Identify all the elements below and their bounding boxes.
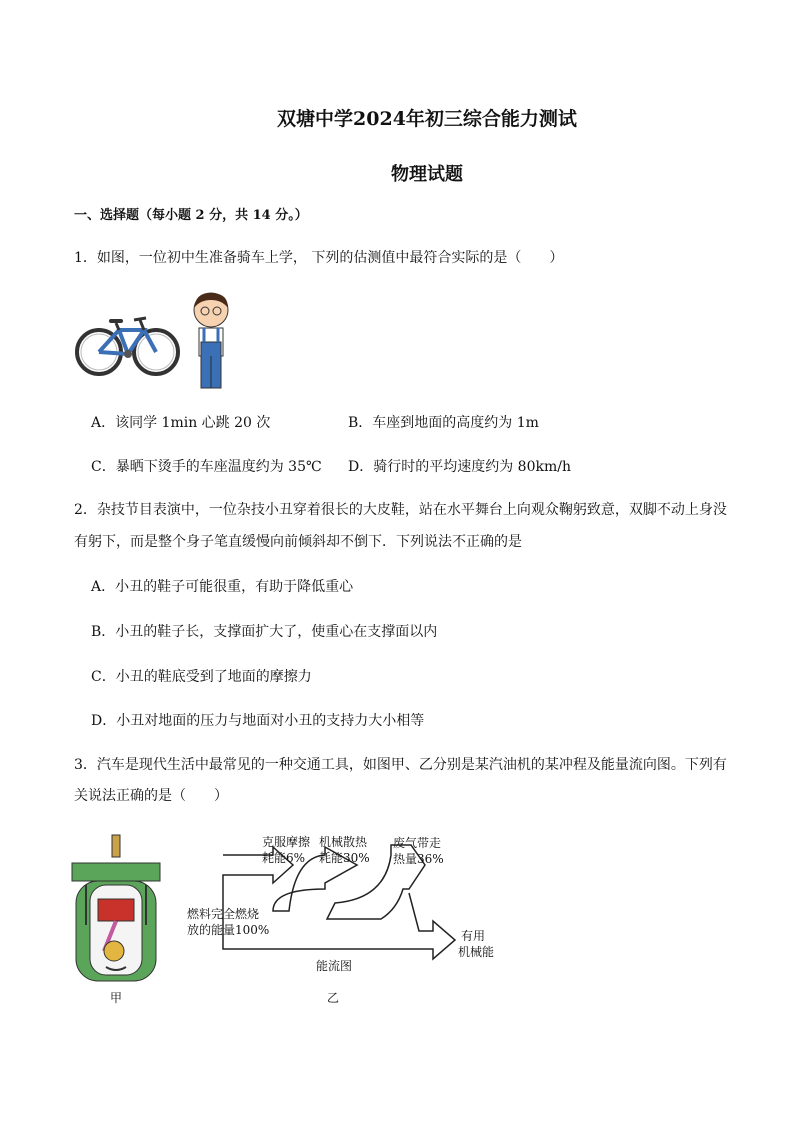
option-2b: B．小丑的鞋子长，支撑面扩大了，使重心在支撑面以内	[91, 624, 438, 640]
page-title: 双塘中学2024年初三综合能力测试	[277, 108, 577, 130]
loss-friction-line2: 耗能6%	[262, 851, 306, 865]
loss-exhaust-line2: 热量36%	[393, 852, 444, 866]
output-energy-line2: 机械能	[458, 945, 495, 959]
engine-image	[66, 833, 166, 983]
diagram-caption: 能流图	[316, 959, 353, 973]
option-1a: A．该同学 1min 心跳 20 次	[91, 415, 271, 431]
question-1-stem: 1．如图，一位初中生准备骑车上学， 下列的估测值中最符合实际的是（ ）	[74, 250, 564, 266]
option-2c: C．小丑的鞋底受到了地面的摩擦力	[91, 669, 312, 685]
loss-exhaust-line1: 废气带走	[393, 836, 442, 850]
option-2a: A．小丑的鞋子可能很重，有助于降低重心	[91, 579, 354, 595]
output-energy-line1: 有用	[461, 929, 486, 943]
question-2-stem-line1: 2．杂技节目表演中，一位杂技小丑穿着很长的大皮鞋，站在水平舞台上向观众鞠躬致意，双脚不动上身没	[74, 502, 727, 518]
input-energy-line2: 放的能量100%	[187, 923, 270, 937]
option-1b: B．车座到地面的高度约为 1m	[348, 415, 539, 431]
question-2-stem-line2: 有躬下，而是整个身子笔直缓慢向前倾斜却不倒下．下列说法不正确的是	[74, 534, 522, 550]
option-2d: D．小丑对地面的压力与地面对小丑的支持力大小相等	[91, 713, 425, 729]
question-3-stem-line1: 3．汽车是现代生活中最常见的一种交通工具，如图甲、乙分别是某汽油机的某冲程及能量流向图。下列有	[74, 757, 727, 773]
diagram-figure-label: 乙	[327, 991, 340, 1005]
option-1c: C．暴晒下烫手的车座温度约为 35℃	[91, 459, 322, 475]
bicycle-boy-figure	[74, 290, 234, 394]
page-subtitle: 物理试题	[391, 164, 463, 185]
section-heading: 一、选择题（每小题 2 分，共 14 分。）	[74, 208, 308, 223]
loss-cooling-line2: 耗能30%	[319, 851, 370, 865]
engine-figure	[66, 833, 166, 987]
question-3-stem-line2: 关说法正确的是（ ）	[74, 788, 228, 804]
loss-cooling-line1: 机械散热	[319, 835, 368, 849]
loss-friction-line1: 克服摩擦	[262, 835, 311, 849]
boy-image	[186, 290, 236, 390]
option-1d: D．骑行时的平均速度约为 80km/h	[348, 459, 571, 475]
input-energy-line1: 燃料完全燃烧	[187, 907, 260, 921]
engine-figure-label: 甲	[110, 991, 123, 1005]
